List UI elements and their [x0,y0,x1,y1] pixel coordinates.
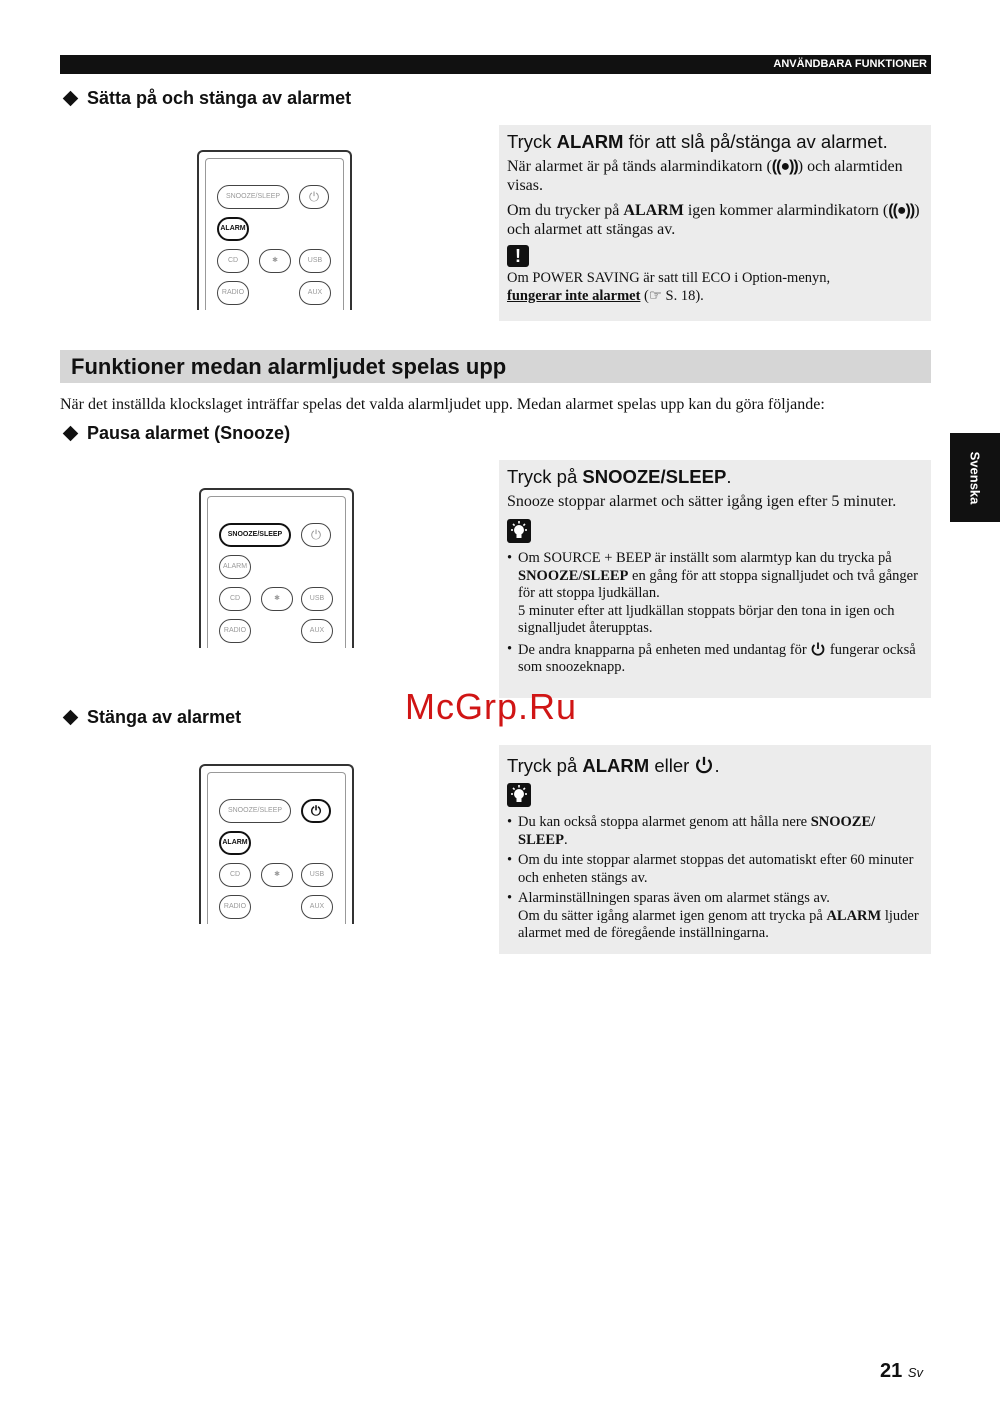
remote-cd-button: CD [219,587,251,611]
remote-radio-button: RADIO [219,895,251,919]
title-prefix: Tryck på [507,755,583,776]
text: ) och alarmet att stängas av. [507,202,920,238]
remote-illustration-snooze [199,488,354,648]
text: . [563,831,568,848]
remote-aux-button: AUX [299,281,331,305]
text: ) och alarmtiden visas. [507,158,903,194]
caution-icon: ! [507,245,529,267]
remote-usb-button: USB [301,863,333,887]
diamond-bullet-icon [63,426,79,442]
snooze-description: Snooze stoppar alarmet och sätter igång igen efter 5 minuter. [507,493,897,510]
remote-bluetooth-icon: ✱ [259,249,291,273]
tip-lightbulb-icon [507,519,531,543]
text: Om du trycker på [507,202,624,219]
remote-illustration-alarm [197,150,352,310]
key-name: ALARM [623,202,684,219]
page-reference: (☞ S. 18). [640,287,704,304]
remote-radio-button: RADIO [217,281,249,305]
title-prefix: Tryck på [507,466,583,487]
box-title [507,755,923,777]
tip-lightbulb-icon [507,783,531,807]
remote-cd-button: CD [217,249,249,273]
text: 5 minuter efter att ljudkällan stoppats börjar den tona in igen och signalljudet återupptas. [518,602,895,636]
watermark: McGrp.Ru [405,686,578,727]
title-suffix: . [726,466,732,487]
alarm-indicator-icon: ((●)) [888,202,915,219]
remote-snooze-button: SNOOZE/SLEEP [219,799,291,823]
text: Du kan också stoppa alarmet genom att hålla nere [518,814,811,830]
remote-aux-button: AUX [301,619,333,643]
tip-bullet [507,890,923,943]
caution-note [507,270,923,305]
power-icon [694,755,714,775]
power-icon [810,641,826,657]
section-band-title: Funktioner medan alarmljudet spelas upp [60,350,931,383]
text: Om du sätter igång alarmet igen genom att trycka på [518,907,827,924]
paragraph-indicator-on [507,157,923,195]
remote-cd-button: CD [219,863,251,887]
language-tab [950,433,1000,522]
remote-snooze-button: SNOOZE/SLEEP [219,523,291,547]
remote-usb-button: USB [301,587,333,611]
page-number-value: 21 [880,1360,903,1382]
note-bold: fungerar inte alarmet [507,287,641,304]
section-heading-text: Stänga av alarmet [87,707,242,727]
text: De andra knapparna på enheten med undantag för [518,641,811,658]
running-header: ANVÄNDBARA FUNKTIONER [60,55,931,74]
section-heading-snooze [62,423,290,444]
remote-snooze-button: SNOOZE/SLEEP [217,185,289,209]
text: När alarmet är på tänds alarmindikatorn ( [507,158,772,175]
remote-illustration-alarm-off [199,764,354,924]
diamond-bullet-icon [63,710,79,726]
text: Om SOURCE + BEEP är inställt som alarmtyp kan du trycka på [518,550,892,566]
title-suffix: . [714,755,720,776]
tip-bullet: • Om du inte stoppar alarmet stoppas det automatiskt efter 60 minuter och enheten stängs av. [507,852,923,887]
title-prefix: Tryck [507,131,557,152]
tip-bullet [507,814,923,849]
section-heading-text: Pausa alarmet (Snooze) [87,423,291,443]
instruction-box-alarm-toggle [499,125,931,321]
page-number [880,1360,923,1383]
remote-bluetooth-icon: ✱ [261,587,293,611]
instruction-box-alarm-off [499,745,931,954]
remote-alarm-button: ALARM [219,555,251,579]
tip-bullet [507,641,923,677]
remote-bluetooth-icon: ✱ [261,863,293,887]
title-mid: eller [649,755,695,776]
language-tab-label: Svenska [967,451,983,504]
title-key: ALARM [556,131,624,152]
diamond-bullet-icon [63,91,79,107]
remote-usb-button: USB [299,249,331,273]
remote-alarm-button: ALARM [217,217,249,241]
intro-paragraph: När det inställda klockslaget inträffar spelas det valda alarmljudet upp. Medan alarmet spelas upp kan du göra följande: [60,396,825,413]
text: fungerar också som snoozeknapp. [518,641,916,675]
key-name: SNOOZE/ SLEEP [518,814,876,848]
title-key: SNOOZE/SLEEP [582,466,727,487]
title-suffix: för att slå på/stänga av alarmet. [623,131,888,152]
remote-power-icon: ⏻ [301,523,331,547]
section-heading-alarm-off [62,707,241,728]
key-name: SNOOZE/SLEEP [518,567,629,584]
section-heading-text: Sätta på och stänga av alarmet [87,88,352,108]
key-name: ALARM [826,907,882,924]
box-title [507,466,923,488]
remote-power-icon: ⏻ [299,185,329,209]
box-title [507,131,923,153]
remote-radio-button: RADIO [219,619,251,643]
text: en gång för att stoppa signalljudet och två gånger för att stoppa ljudkällan. [518,567,918,601]
remote-aux-button: AUX [301,895,333,919]
tip-bullet [507,550,923,638]
paragraph-indicator-off [507,201,923,239]
text: ljuder alarmet med de föregående inställningarna. [518,907,919,941]
remote-alarm-button: ALARM [219,831,251,855]
instruction-box-snooze [499,460,931,698]
remote-power-icon: ⏻ [301,799,331,823]
section-heading-alarm-toggle [62,88,351,109]
alarm-indicator-icon: ((●)) [771,158,798,175]
title-key: ALARM [582,755,650,776]
note-line: Om POWER SAVING är satt till ECO i Option-menyn, [507,270,831,286]
text: • Alarminställningen sparas även om alarmet stängs av. [518,890,830,906]
text: igen kommer alarmindikatorn ( [683,202,889,219]
page-language: Sv [907,1365,923,1380]
